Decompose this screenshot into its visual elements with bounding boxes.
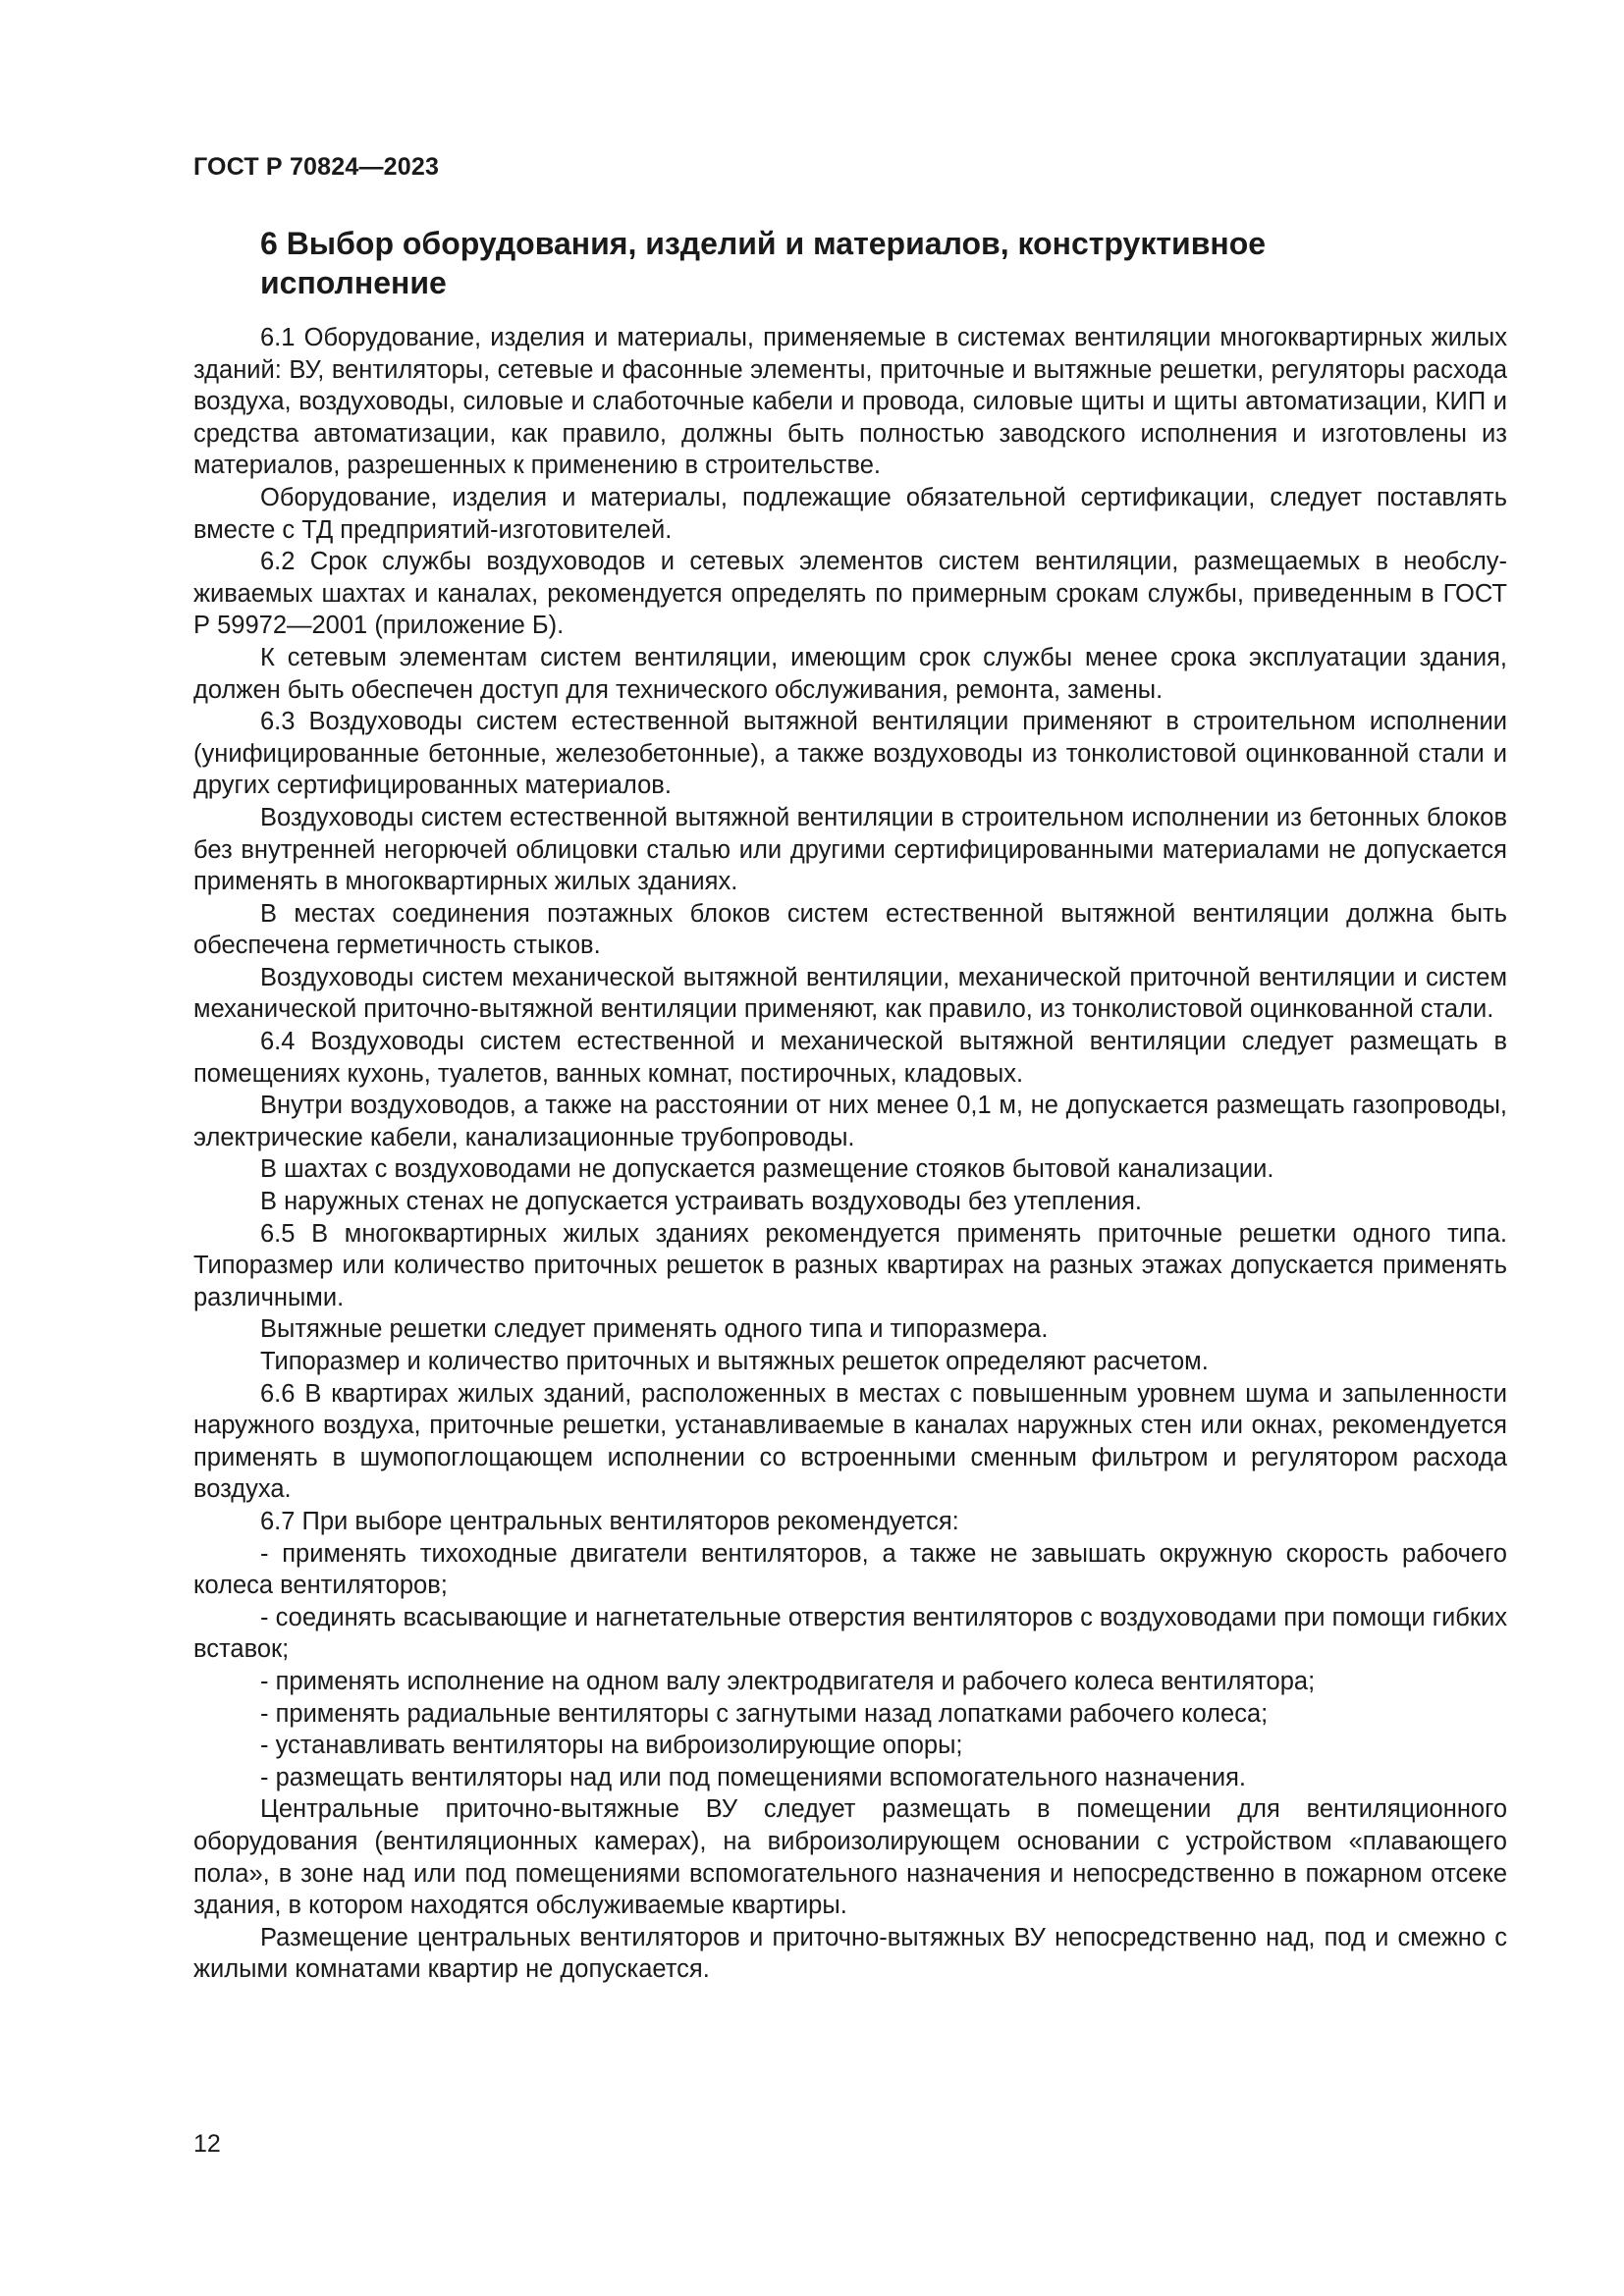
paragraph: 6.1 Оборудование, изделия и материалы, применяемые в системах вентиляции многоквартирных жилых зданий: ВУ, вентиляторы, сетевые и фасонные элементы, приточные и вытяжные решетки, регуляторы расхода воздуха, воздуховоды, силовые и слаботочные кабели и провода, силовые щиты и щиты автоматизации, КИП и средства автоматизации, как правило, должны быть полностью заводского исполнения и изготовлены из материалов, разрешенных к применению в строительстве. (193, 324, 1507, 480)
list-item: - применять радиальные вентиляторы с загнутыми назад лопатками рабочего колеса; (260, 1699, 1269, 1728)
paragraph: Центральные приточно-вытяжные ВУ следует размещать в помещении для вентиляционного оборудования (вентиляционных камерах), на виброизолирующем основании с устройством «плавающего пола», в зоне над или под помещениями вспомогательного назначения и непосредственно в пожарном отсеке здания, в котором находятся обслуживаемые квартиры. (193, 1795, 1507, 1920)
paragraph: Вытяжные решетки следует применять одного типа и типоразмера. (260, 1315, 1049, 1344)
paragraph: Типоразмер и количество приточных и вытяжных решеток определяют расчетом. (260, 1348, 1209, 1375)
body-text (193, 322, 1507, 1986)
paragraph: К сетевым элементам систем вентиляции, имеющим срок службы менее срока эксплуатации здания, должен быть обеспечен доступ для технического обслуживания, ремонта, замены. (193, 643, 1507, 704)
list-item: - размещать вентиляторы над или под помещениями вспомогательного назначения. (260, 1763, 1246, 1791)
paragraph: 6.6 В квартирах жилых зданий, расположенных в местах с повышенным уровнем шума и запыленности наружного воздуха, приточные решетки, устанавливаемые в каналах наружных стен или окнах, рекомендуется применять в шумопоглощающем исполнении со встроенными сменным фильтром и регулятором расхода воздуха. (193, 1379, 1507, 1504)
list-item: - устанавливать вентиляторы на виброизолирующие опоры; (260, 1732, 963, 1760)
paragraph: Воздуховоды систем естественной вытяжной вентиляции в строительном исполнении из бетонных блоков без внутренней негорючей облицовки сталью или другими сертифицированными материалами не допускается применять в многоквартирных жилых зданиях. (193, 803, 1507, 896)
paragraph: Оборудование, изделия и материалы, подлежащие обязательной сертификации, следует поставлять вместе с ТД предприятий-изготовителей. (193, 483, 1507, 544)
paragraph: 6.2 Срок службы воздуховодов и сетевых элементов систем вентиляции, размещаемых в необслуживаемых шахтах и каналах, рекомендуется определять по примерным срокам службы, приведенным в ГОСТ Р 59972—2001 (приложение Б). (193, 548, 1507, 640)
paragraph: Внутри воздуховодов, а также на расстоянии от них менее 0,1 м, не допускается размещать газопроводы, электрические кабели, канализационные трубопроводы. (193, 1092, 1507, 1151)
paragraph: Размещение центральных вентиляторов и приточно-вытяжных ВУ непосредственно над, под и смежно с жилыми комнатами квартир не допускается. (193, 1923, 1507, 1984)
paragraph: 6.5 В многоквартирных жилых зданиях рекомендуется применять приточные решетки одного типа. Типоразмер или количество приточных решеток в разных квартирах на разных этажах допускается применять различными. (193, 1219, 1507, 1311)
page-number: 12 (193, 2130, 221, 2158)
paragraph: В местах соединения поэтажных блоков систем естественной вытяжной вентиляции должна быть обеспечена герметичность стыков. (193, 899, 1507, 960)
paragraph: 6.3 Воздуховоды систем естественной вытяжной вентиляции применяют в строительном исполнении (унифицированные бетонные, железобетонные), а также воздуховоды из тонколистовой оцинкованной стали и других сертифицированных материалов. (193, 708, 1507, 800)
document-id: ГОСТ Р 70824—2023 (193, 153, 440, 181)
list-item: - применять тихоходные двигатели вентиляторов, а также не завышать окружную скорость рабочего колеса вентиляторов; (193, 1539, 1507, 1600)
section-title: 6 Выбор оборудования, изделий и материалов, конструктивное исполнение (260, 226, 1267, 300)
paragraph: Воздуховоды систем механической вытяжной вентиляции, механической приточной вентиляции и систем механической приточно-вытяжной вентиляции применяют, как правило, из тонколистовой оцинкованной стали. (193, 963, 1507, 1024)
list-item: - соединять всасывающие и нагнетательные отверстия вентиляторов с воздуховодами при помощи гибких вставок; (193, 1603, 1507, 1664)
list-item: - применять исполнение на одном валу электродвигателя и рабочего колеса вентилятора; (260, 1667, 1316, 1695)
paragraph: В шахтах с воздуховодами не допускается размещение стояков бытовой канализации. (260, 1155, 1274, 1184)
paragraph: 6.7 При выборе центральных вентиляторов рекомендуется: (260, 1507, 959, 1535)
paragraph: В наружных стенах не допускается устраивать воздуховоды без утепления. (260, 1188, 1143, 1216)
paragraph: 6.4 Воздуховоды систем естественной и механической вытяжной вентиляции следует размещать в помещениях кухонь, туалетов, ванных комнат, постирочных, кладовых. (193, 1028, 1507, 1088)
